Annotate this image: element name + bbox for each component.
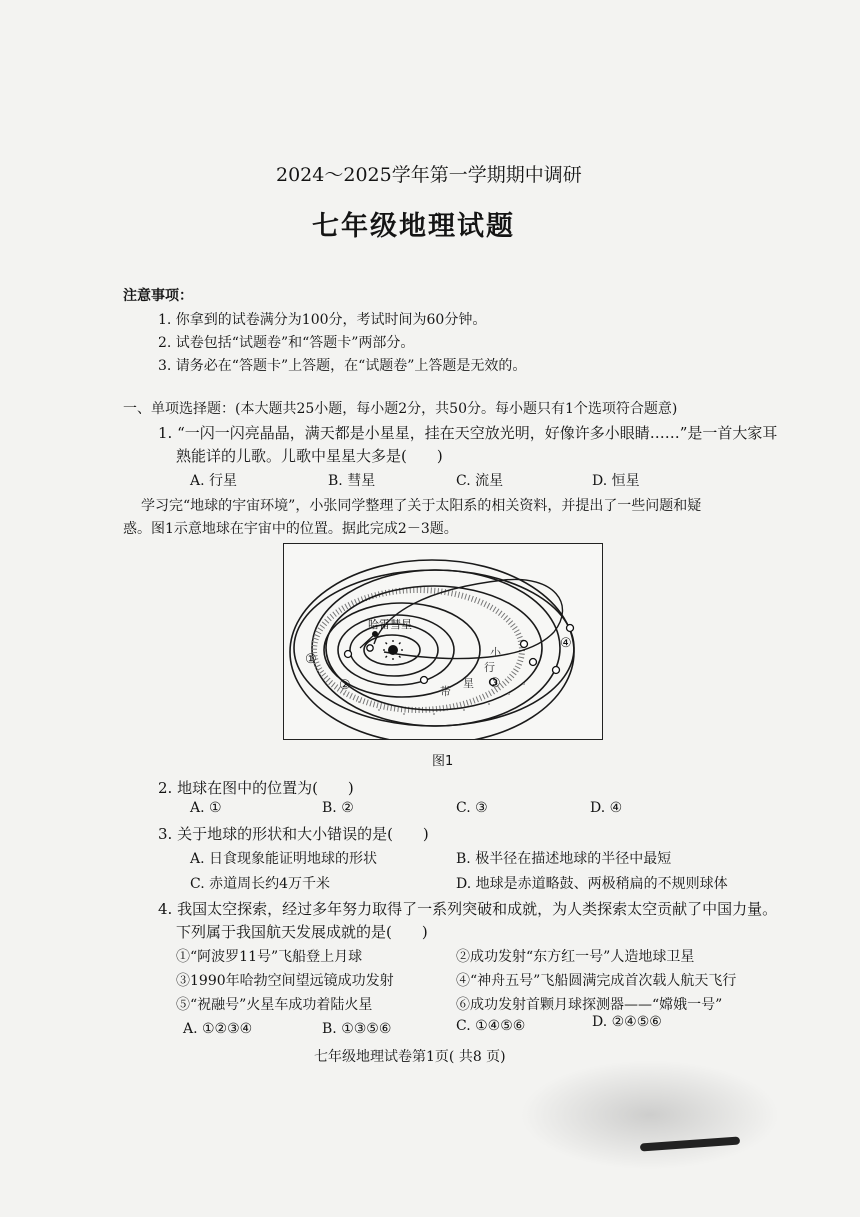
q3-option-d: D. 地球是赤道略鼓、两极稍扁的不规则球体: [456, 876, 728, 892]
page-footer: 七年级地理试卷第1页( 共8 页): [314, 1049, 506, 1065]
q4-option-b: B. ①③⑤⑥: [322, 1021, 392, 1037]
q4-option-a: A. ①②③④: [183, 1021, 253, 1037]
figure-caption: 图1: [432, 754, 454, 769]
orbit: [326, 586, 542, 710]
notice-item: 3. 请务必在“答题卡”上答题，在“试题卷”上答题是无效的。: [158, 358, 527, 374]
q3-option-a: A. 日食现象能证明地球的形状: [190, 851, 378, 867]
orbit-outer: [290, 560, 574, 739]
planet: [521, 641, 528, 648]
q4-item: ⑤“祝融号”火星车成功着陆火星: [176, 997, 373, 1013]
q3-option-b: B. 极半径在描述地球的半径中最短: [456, 851, 672, 867]
question-3-stem: 3. 关于地球的形状和大小错误的是( ): [158, 825, 429, 843]
question-4-line: 4. 我国太空探索，经过多年努力取得了一系列突破和成就，为人类探索太空贡献了中国力量。: [158, 900, 778, 918]
sun-icon: [383, 640, 403, 660]
planet: [530, 659, 537, 666]
q2-option-d: D. ④: [590, 800, 623, 816]
q4-item: ②成功发射“东方红一号”人造地球卫星: [456, 949, 695, 965]
q4-item: ③1990年哈勃空间望远镜成功发射: [176, 973, 394, 989]
notice-item: 2. 试卷包括“试题卷”和“答题卡”两部分。: [158, 335, 415, 351]
q2-option-c: C. ③: [456, 800, 488, 816]
belt-label-char: 行: [484, 661, 495, 674]
q4-option-c: C. ①④⑤⑥: [456, 1018, 526, 1034]
marker-1: ①: [305, 652, 317, 667]
planet: [367, 645, 373, 651]
passage-line: 学习完“地球的宇宙环境”，小张同学整理了关于太阳系的相关资料，并提出了一些问题和疑: [141, 498, 702, 514]
exam-title: 七年级地理试题: [312, 211, 515, 242]
q1-option-a: A. 行星: [190, 473, 238, 489]
planet: [553, 667, 560, 674]
exam-subtitle: 2024～2025学年第一学期期中调研: [276, 164, 582, 186]
q3-option-c: C. 赤道周长约4万千米: [190, 876, 331, 892]
question-1-line: 1. “一闪一闪亮晶晶，满天都是小星星，挂在天空放光明，好像许多小眼睛……”是一首大家耳: [158, 424, 778, 442]
comet-label: 哈雷彗星: [368, 618, 412, 631]
planet: [421, 677, 428, 684]
scan-smudge: [520, 1060, 780, 1170]
solar-system-diagram: [284, 544, 602, 739]
notice-item: 1. 你拿到的试卷满分为100分，考试时间为60分钟。: [158, 312, 487, 328]
belt-label-char: 带: [440, 685, 451, 698]
q4-item: ④“神舟五号”飞船圆满完成首次载人航天飞行: [456, 973, 737, 989]
question-1-line: 熟能详的儿歌。儿歌中星星大多是( ): [176, 447, 443, 465]
orbit: [294, 570, 574, 726]
q4-item: ⑥成功发射首颗月球探测器——“嫦娥一号”: [456, 997, 723, 1013]
q2-option-a: A. ①: [190, 800, 222, 816]
q1-option-d: D. 恒星: [592, 473, 640, 489]
planet: [567, 625, 574, 632]
question-2-stem: 2. 地球在图中的位置为( ): [158, 779, 354, 797]
marker-2: ②: [339, 678, 351, 693]
solar-system-figure: [283, 543, 603, 740]
question-4-line: 下列属于我国航天发展成就的是( ): [176, 923, 428, 941]
section-heading: 一、单项选择题：(本大题共25小题，每小题2分，共50分。每小题只有1个选项符合题意): [123, 401, 678, 417]
belt-label-char: 小: [490, 646, 501, 659]
marker-4: ④: [560, 636, 572, 651]
q4-option-d: D. ②④⑤⑥: [592, 1014, 662, 1030]
marker-3: ③: [489, 676, 501, 691]
q1-option-c: C. 流星: [456, 473, 504, 489]
planet: [345, 651, 352, 658]
q4-item: ①“阿波罗11号”飞船登上月球: [176, 949, 363, 965]
q2-option-b: B. ②: [322, 800, 354, 816]
q1-option-b: B. 彗星: [328, 473, 376, 489]
notice-heading: 注意事项：: [123, 288, 193, 304]
passage-line: 惑。图1示意地球在宇宙中的位置。据此完成2－3题。: [123, 521, 458, 537]
belt-label-char: 星: [463, 677, 474, 690]
